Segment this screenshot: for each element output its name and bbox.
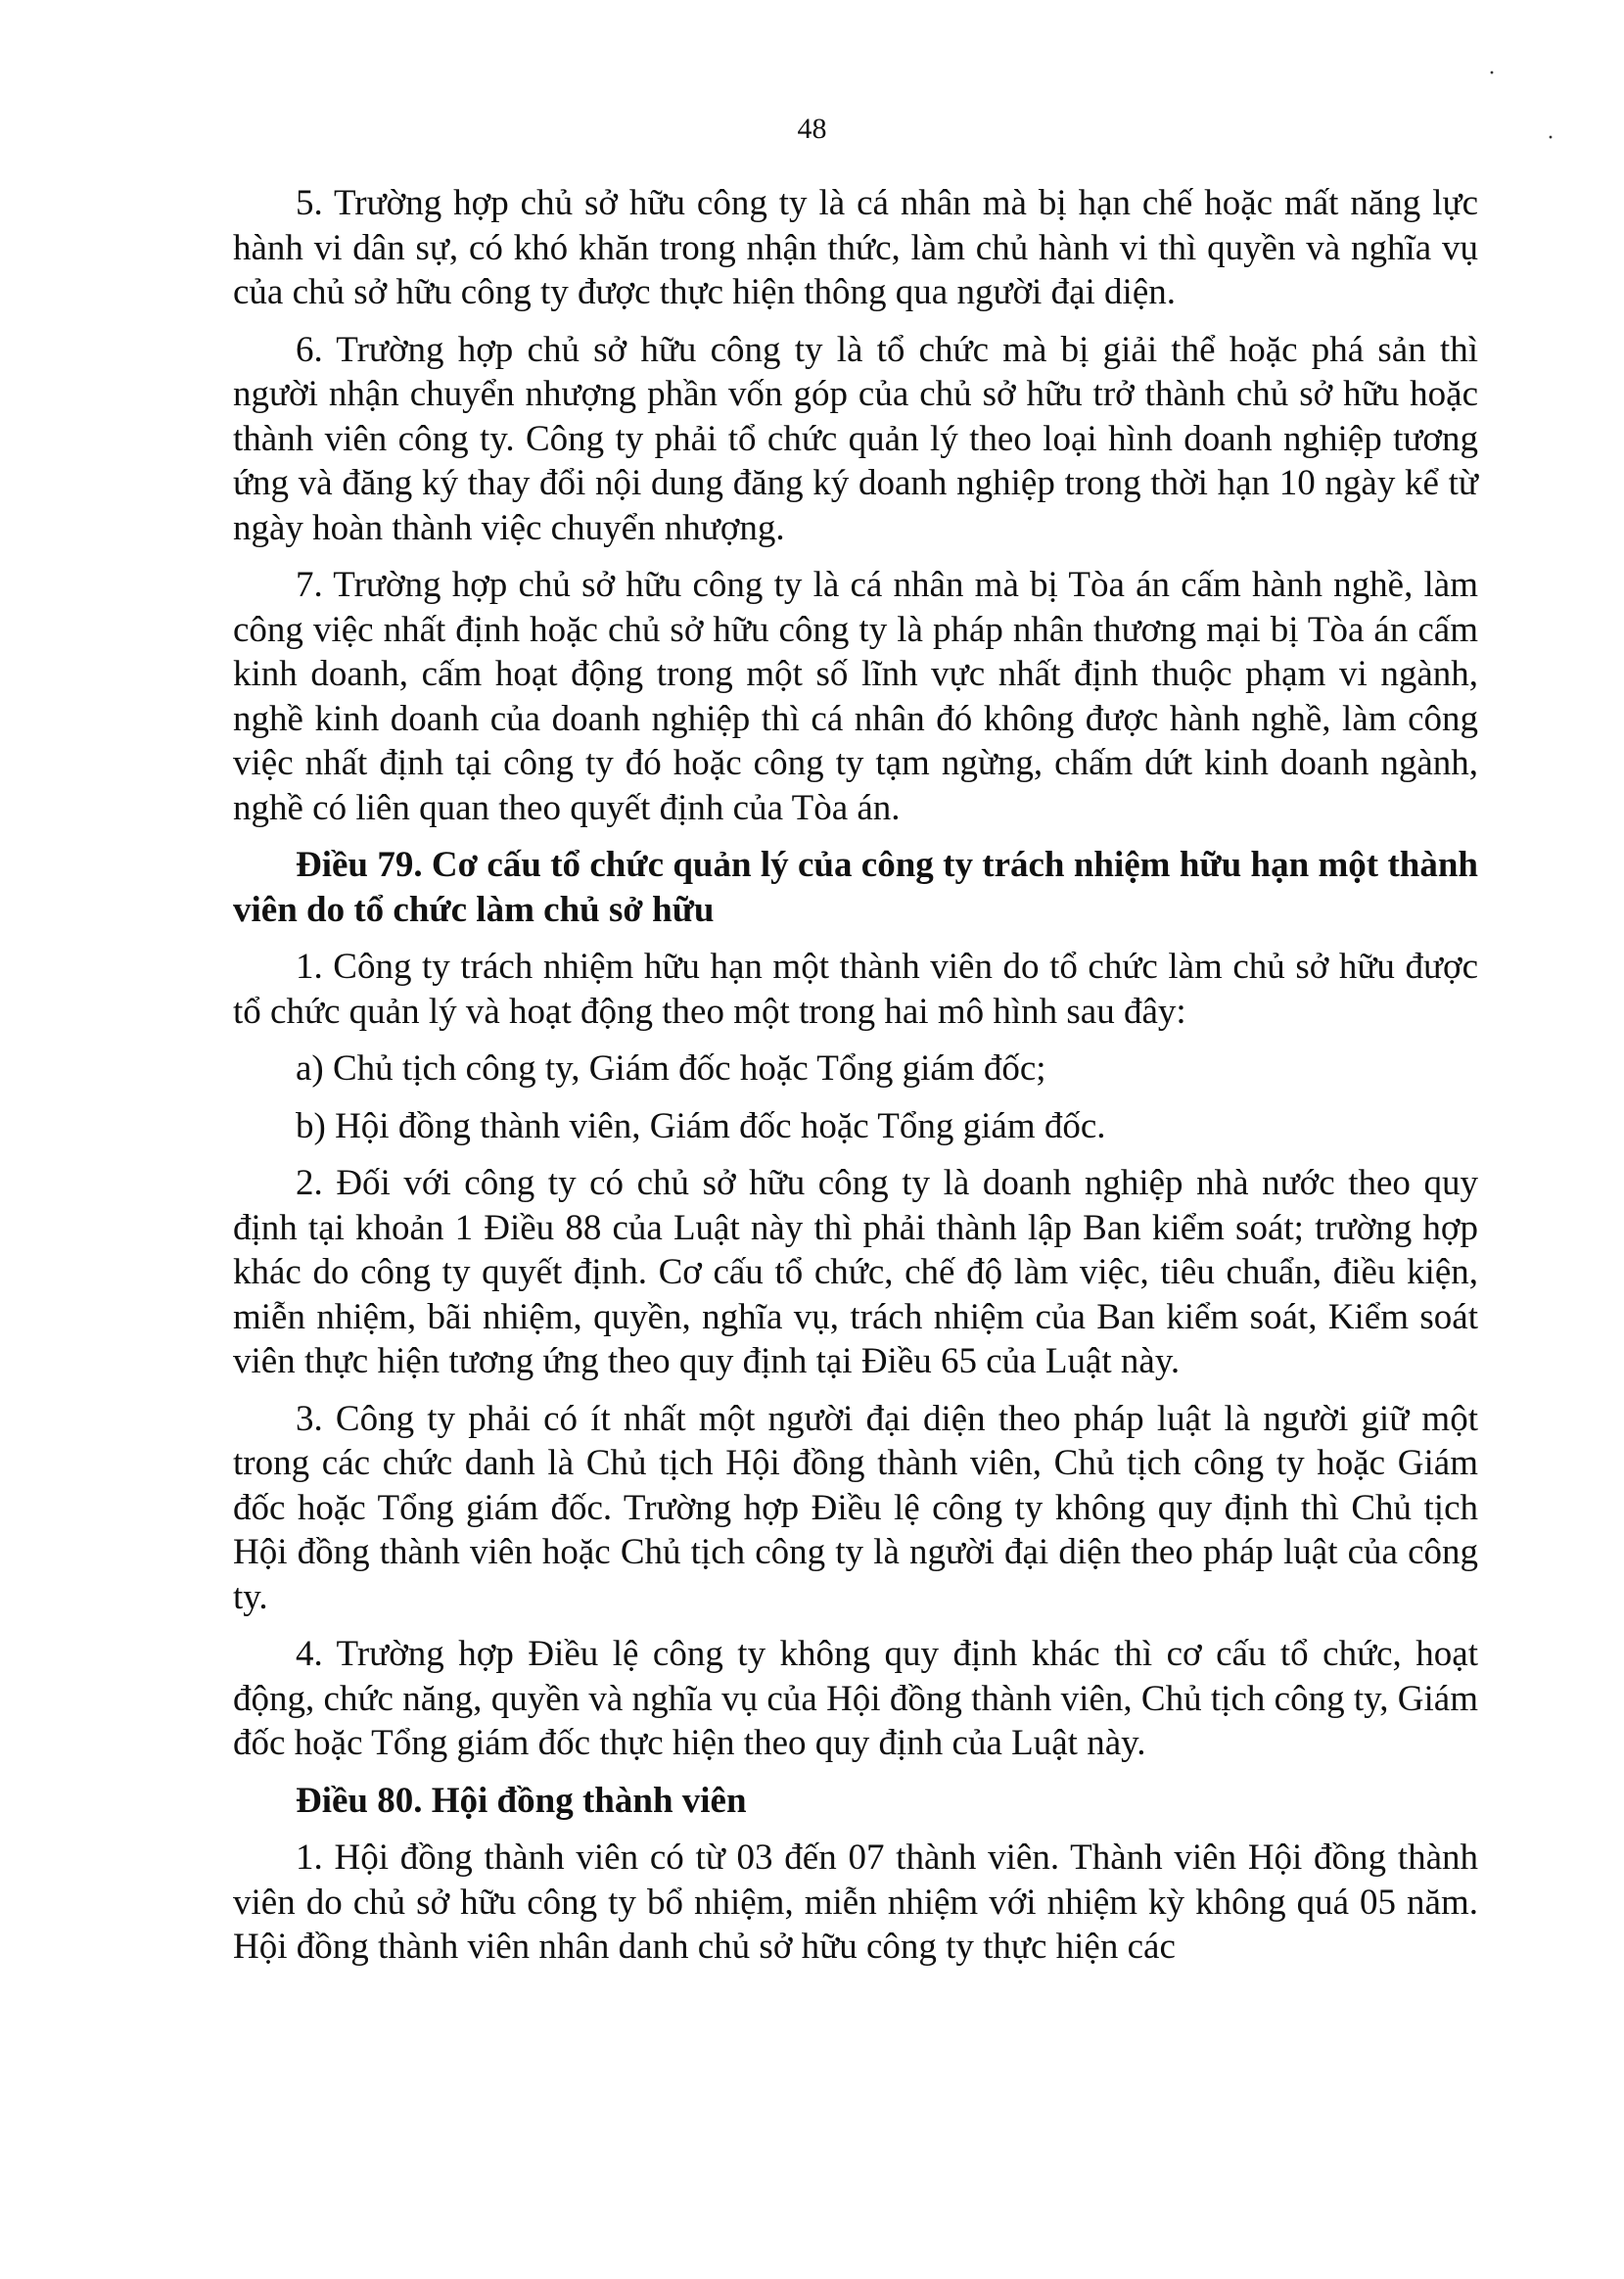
scan-mark: · bbox=[1488, 61, 1496, 86]
article-80-clause-1: 1. Hội đồng thành viên có từ 03 đến 07 thành viên. Thành viên Hội đồng thành viên do chủ sở hữu công ty bổ nhiệm, miễn nhiệm với nhiệm kỳ không quá 05 năm. Hội đồng thành viên nhân danh chủ sở hữu công ty thực hiện các bbox=[233, 1837, 1478, 1967]
article-79-item-a: a) Chủ tịch công ty, Giám đốc hoặc Tổng giám đốc; bbox=[296, 1048, 1046, 1089]
paragraph-clause-6: 6. Trường hợp chủ sở hữu công ty là tổ chức mà bị giải thể hoặc phá sản thì người nhận chuyển nhượng phần vốn góp của chủ sở hữu trở thành chủ sở hữu hoặc thành viên công ty. Công ty phải tổ chức quản lý theo loại hình doanh nghiệp tương ứng và đăng ký thay đổi nội dung đăng ký doanh nghiệp trong thời hạn 10 ngày kể từ ngày hoàn thành việc chuyển nhượng. bbox=[233, 329, 1478, 548]
page-number: 48 bbox=[797, 113, 827, 145]
article-79-clause-2: 2. Đối với công ty có chủ sở hữu công ty là doanh nghiệp nhà nước theo quy định tại khoản 1 Điều 88 của Luật này thì phải thành lập Ban kiểm soát; trường hợp khác do công ty quyết định. Cơ cấu tổ chức, chế độ làm việc, tiêu chuẩn, điều kiện, miễn nhiệm, bãi nhiệm, quyền, nghĩa vụ, trách nhiệm của Ban kiểm soát, Kiểm soát viên thực hiện tương ứng theo quy định tại Điều 65 của Luật này. bbox=[233, 1163, 1478, 1381]
article-79-item-b: b) Hội đồng thành viên, Giám đốc hoặc Tổng giám đốc. bbox=[296, 1105, 1106, 1146]
paragraph-clause-5: 5. Trường hợp chủ sở hữu công ty là cá nhân mà bị hạn chế hoặc mất năng lực hành vi dân sự, có khó khăn trong nhận thức, làm chủ hành vi thì quyền và nghĩa vụ của chủ sở hữu công ty được thực hiện thông qua người đại diện. bbox=[233, 183, 1478, 312]
article-79-clause-1: 1. Công ty trách nhiệm hữu hạn một thành viên do tổ chức làm chủ sở hữu được tổ chức quản lý và hoạt động theo một trong hai mô hình sau đây: bbox=[233, 947, 1478, 1032]
document-body bbox=[233, 181, 1478, 1982]
paragraph-clause-7: 7. Trường hợp chủ sở hữu công ty là cá nhân mà bị Tòa án cấm hành nghề, làm công việc nhất định hoặc chủ sở hữu công ty là pháp nhân thương mại bị Tòa án cấm kinh doanh, cấm hoạt động trong một số lĩnh vực nhất định thuộc phạm vi ngành, nghề kinh doanh của doanh nghiệp thì cá nhân đó không được hành nghề, làm công việc nhất định tại công ty đó hoặc công ty tạm ngừng, chấm dứt kinh doanh ngành, nghề có liên quan theo quyết định của Tòa án. bbox=[233, 565, 1478, 828]
article-79-clause-4: 4. Trường hợp Điều lệ công ty không quy định khác thì cơ cấu tổ chức, hoạt động, chức năng, quyền và nghĩa vụ của Hội đồng thành viên, Chủ tịch công ty, Giám đốc hoặc Tổng giám đốc thực hiện theo quy định của Luật này. bbox=[233, 1634, 1478, 1763]
article-79-clause-3: 3. Công ty phải có ít nhất một người đại diện theo pháp luật là người giữ một trong các chức danh là Chủ tịch Hội đồng thành viên, Chủ tịch công ty hoặc Giám đốc hoặc Tổng giám đốc. Trường hợp Điều lệ công ty không quy định thì Chủ tịch Hội đồng thành viên hoặc Chủ tịch công ty là người đại diện theo pháp luật của công ty. bbox=[233, 1398, 1478, 1617]
scan-mark: · bbox=[1547, 125, 1554, 151]
article-79-heading: Điều 79. Cơ cấu tổ chức quản lý của công ty trách nhiệm hữu hạn một thành viên do tổ chức làm chủ sở hữu bbox=[233, 845, 1478, 930]
article-80-heading: Điều 80. Hội đồng thành viên bbox=[296, 1780, 747, 1821]
